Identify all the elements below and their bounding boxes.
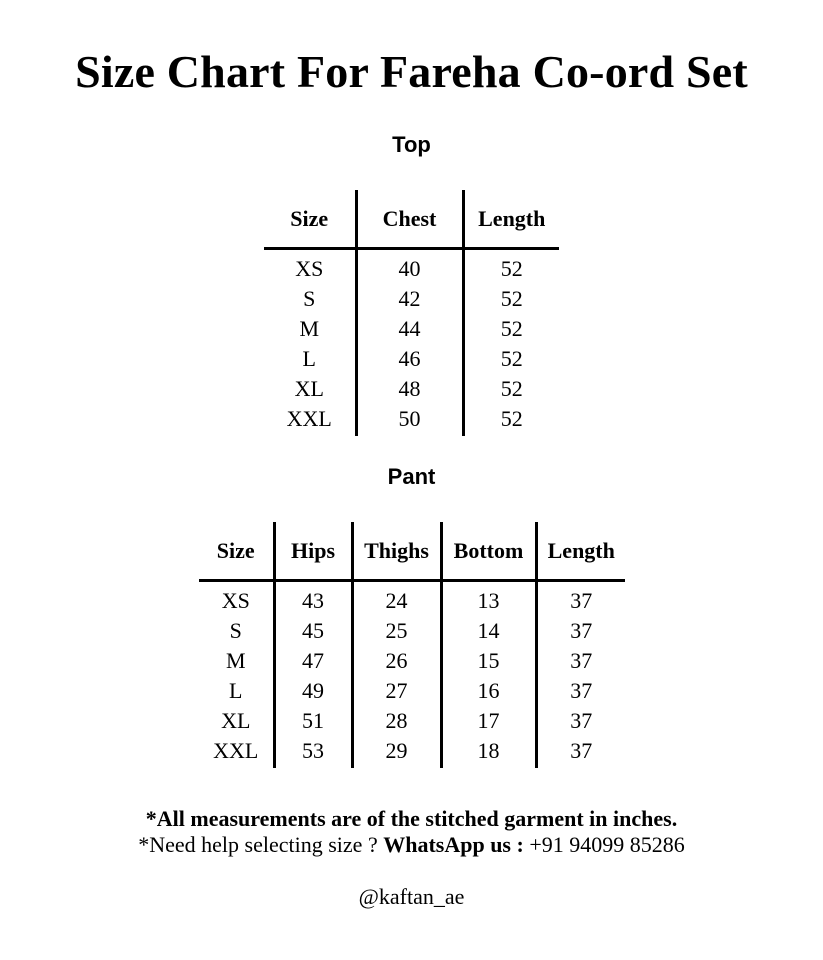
size-cell: M (264, 314, 356, 344)
column-header-bottom: Bottom (441, 522, 536, 581)
bottom-cell: 15 (441, 646, 536, 676)
bottom-cell: 17 (441, 706, 536, 736)
chest-cell: 40 (356, 249, 463, 285)
thighs-cell: 25 (352, 616, 441, 646)
size-cell: XS (199, 581, 274, 617)
bottom-cell: 13 (441, 581, 536, 617)
hips-cell: 47 (274, 646, 352, 676)
table-row (199, 676, 625, 706)
table-header-row (199, 522, 625, 581)
table-row (264, 374, 559, 404)
thighs-cell: 29 (352, 736, 441, 768)
table-row (199, 646, 625, 676)
length-cell: 52 (500, 316, 523, 341)
size-cell: S (264, 284, 356, 314)
size-cell: L (199, 676, 274, 706)
chest-cell: 48 (356, 374, 463, 404)
column-header-length: Length (463, 190, 559, 249)
length-cell: 37 (570, 588, 593, 613)
bottom-cell: 18 (441, 736, 536, 768)
table-row (264, 249, 559, 285)
pant-size-table (199, 522, 625, 768)
help-line (0, 831, 823, 859)
table-row (264, 284, 559, 314)
hips-cell: 43 (274, 581, 352, 617)
thighs-cell: 24 (352, 581, 441, 617)
chest-cell: 44 (356, 314, 463, 344)
size-cell: XL (264, 374, 356, 404)
hips-cell: 51 (274, 706, 352, 736)
chest-cell: 50 (356, 404, 463, 436)
length-cell: 52 (500, 346, 523, 371)
top-size-table (264, 190, 559, 436)
length-cell: 52 (500, 376, 523, 401)
thighs-cell: 28 (352, 706, 441, 736)
length-cell: 52 (500, 286, 523, 311)
chest-cell: 42 (356, 284, 463, 314)
column-header-hips: Hips (274, 522, 352, 581)
size-cell: XL (199, 706, 274, 736)
column-header-chest: Chest (356, 190, 463, 249)
column-header-size: Size (199, 522, 274, 581)
social-handle: @kaftan_ae (358, 884, 465, 909)
page-title: Size Chart For Fareha Co-ord Set (75, 46, 748, 97)
column-header-length: Length (536, 522, 625, 581)
table-row (199, 706, 625, 736)
thighs-cell: 26 (352, 646, 441, 676)
length-cell: 37 (570, 678, 593, 703)
table-row (264, 344, 559, 374)
size-cell: S (199, 616, 274, 646)
size-cell: XXL (199, 736, 274, 768)
bottom-cell: 16 (441, 676, 536, 706)
top-section-title: Top (392, 132, 431, 157)
length-cell: 37 (570, 738, 593, 763)
measurement-note: *All measurements are of the stitched garment in inches. (145, 806, 678, 831)
length-cell: 37 (570, 618, 593, 643)
whatsapp-label: WhatsApp us : (383, 832, 524, 857)
size-cell: XXL (264, 404, 356, 436)
hips-cell: 45 (274, 616, 352, 646)
size-cell: XS (264, 249, 356, 285)
pant-section-title: Pant (387, 464, 436, 489)
size-cell: M (199, 646, 274, 676)
length-cell: 37 (570, 708, 593, 733)
table-row (264, 404, 559, 436)
table-row (199, 736, 625, 768)
size-cell: L (264, 344, 356, 374)
hips-cell: 53 (274, 736, 352, 768)
length-cell: 52 (500, 256, 523, 281)
length-cell: 52 (500, 406, 523, 431)
thighs-cell: 27 (352, 676, 441, 706)
bottom-cell: 14 (441, 616, 536, 646)
table-row (199, 581, 625, 617)
chest-cell: 46 (356, 344, 463, 374)
column-header-size: Size (264, 190, 356, 249)
hips-cell: 49 (274, 676, 352, 706)
column-header-thighs: Thighs (352, 522, 441, 581)
table-header-row (264, 190, 559, 249)
table-row (264, 314, 559, 344)
length-cell: 37 (570, 648, 593, 673)
table-row (199, 616, 625, 646)
help-prefix: *Need help selecting size ? (138, 832, 384, 857)
whatsapp-phone: +91 94099 85286 (523, 832, 685, 857)
